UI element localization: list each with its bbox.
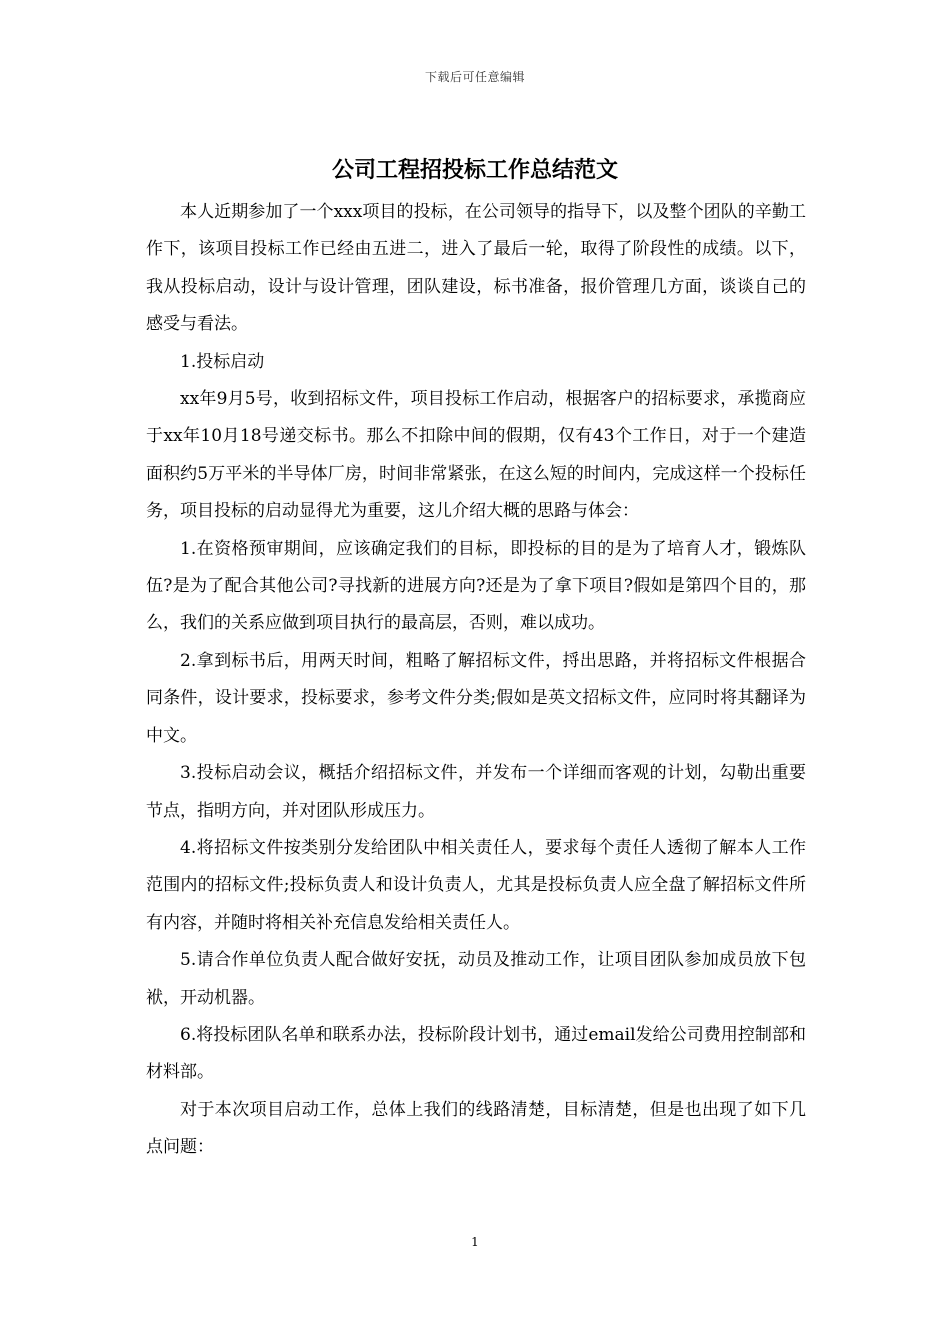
document-body: [146, 194, 806, 1167]
list-item-4: 4.将招标文件按类别分发给团队中相关责任人，要求每个责任人透彻了解本人工作范围内的招标文件;投标负责人和设计负责人，尤其是投标负责人应全盘了解招标文件所有内容，并随时将相关补充信息发给相关责任人。: [146, 837, 806, 933]
list-item-5: 5.请合作单位负责人配合做好安抚，动员及推动工作，让项目团队参加成员放下包袱，开动机器。: [146, 950, 806, 1008]
paragraph-issues: 对于本次项目启动工作，总体上我们的线路清楚，目标清楚，但是也出现了如下几点问题：: [146, 1099, 806, 1158]
list-item-1: 1.在资格预审期间，应该确定我们的目标，即投标的目的是为了培育人才，锻炼队伍?是为了配合其他公司?寻找新的进展方向?还是为了拿下项目?假如是第四个目的，那么，我们的关系应做到项目执行的最高层，否则，难以成功。: [146, 538, 806, 634]
list-item-2: 2.拿到标书后，用两天时间，粗略了解招标文件，捋出思路，并将招标文件根据合同条件，设计要求，投标要求，参考文件分类;假如是英文招标文件，应同时将其翻译为中文。: [146, 650, 806, 746]
section-heading-bid-launch: 1.投标启动: [180, 351, 265, 372]
list-item-3: 3.投标启动会议，概括介绍招标文件，并发布一个详细而客观的计划，勾勒出重要节点，指明方向，并对团队形成压力。: [146, 763, 806, 821]
paragraph-bid-launch: xx年9月5号，收到招标文件，项目投标工作启动，根据客户的招标要求，承揽商应于xx年10月18号递交标书。那么不扣除中间的假期，仅有43个工作日，对于一个建造面积约5万平米的半导体厂房，时间非常紧张，在这么短的时间内，完成这样一个投标任务，项目投标的启动显得尤为重要，这儿介绍大概的思路与体会：: [146, 389, 806, 522]
paragraph-intro: 本人近期参加了一个xxx项目的投标，在公司领导的指导下，以及整个团队的辛勤工作下，该项目投标工作已经由五进二，进入了最后一轮，取得了阶段性的成绩。以下，我从投标启动，设计与设计管理，团队建设，标书准备，报价管理几方面，谈谈自己的感受与看法。: [146, 202, 806, 335]
document-title: 公司工程招投标工作总结范文: [331, 157, 618, 183]
header-note: 下载后可任意编辑: [424, 70, 525, 84]
page-number: 1: [471, 1235, 479, 1249]
list-item-6: 6.将投标团队名单和联系办法，投标阶段计划书，通过email发给公司费用控制部和材料部。: [146, 1024, 806, 1083]
